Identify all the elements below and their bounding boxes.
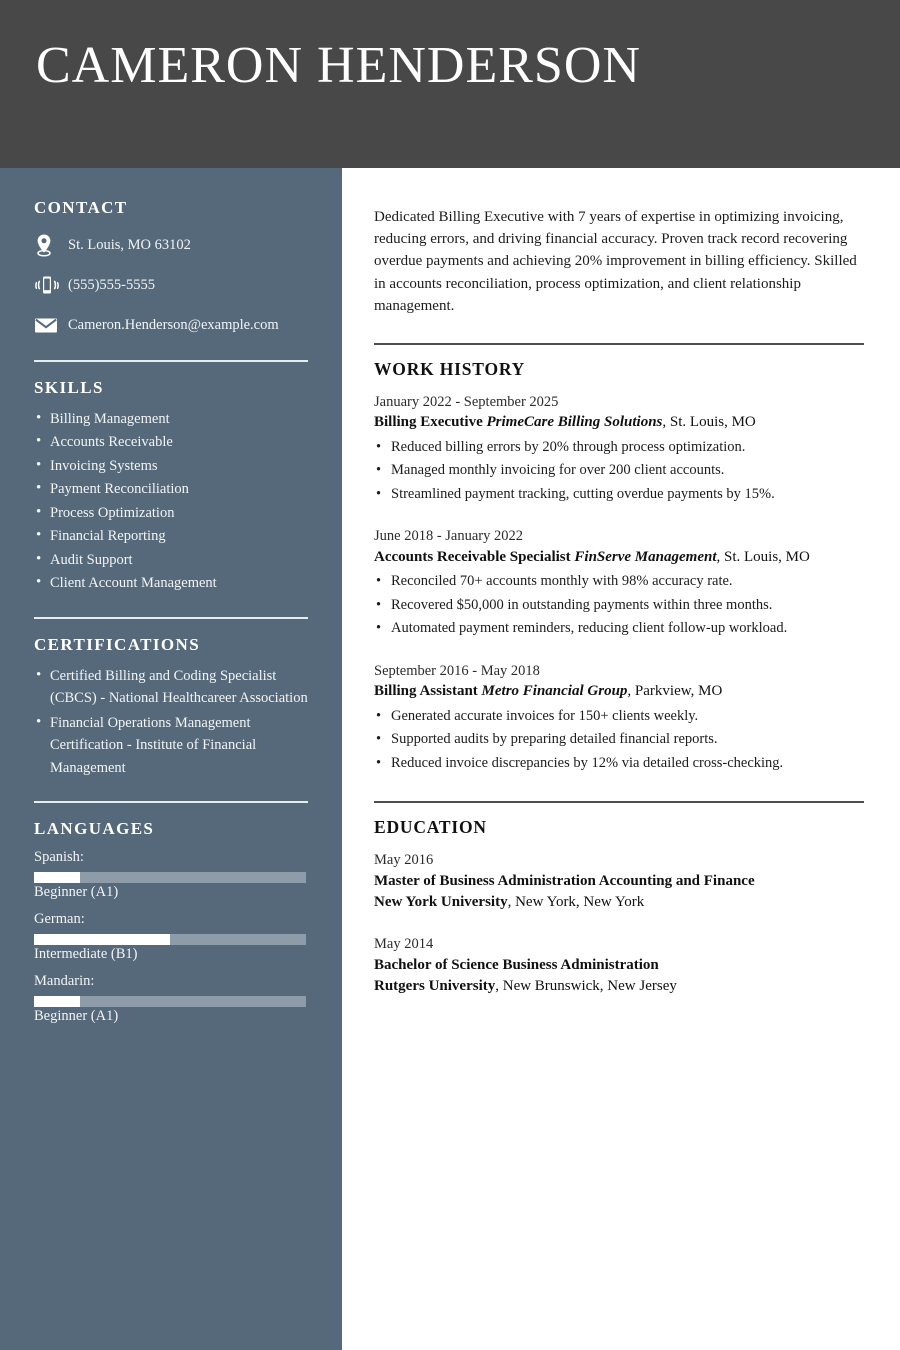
sidebar xyxy=(0,168,342,1350)
work-entry-location: , Parkview, MO xyxy=(627,683,723,700)
list-item: • Recovered $50,000 in outstanding payments within three months. xyxy=(374,594,864,617)
education-school-name: New York University xyxy=(374,894,508,911)
contact-item-location xyxy=(34,232,308,258)
sidebar-divider-2 xyxy=(34,617,308,619)
language-name: German: xyxy=(34,911,85,928)
work-history-section xyxy=(374,359,864,776)
skills-list xyxy=(34,408,308,595)
languages-heading: LANGUAGES xyxy=(34,819,155,839)
certifications-heading: CERTIFICATIONS xyxy=(34,634,201,654)
list-item: • Client Account Management xyxy=(34,572,308,594)
list-item: • Generated accurate invoices for 150+ clients weekly. xyxy=(374,705,864,728)
skills-heading: SKILLS xyxy=(34,378,104,397)
main-column xyxy=(342,168,900,1350)
sidebar-divider-3 xyxy=(34,801,308,803)
work-entry-org: Metro Financial Group xyxy=(481,683,628,700)
education-heading: EDUCATION xyxy=(374,817,487,838)
languages-section xyxy=(34,819,308,1025)
work-entry-bullets xyxy=(374,570,864,640)
work-entry-title xyxy=(374,681,864,703)
work-entry-role: Accounts Receivable Specialist xyxy=(374,548,575,565)
language-item-spanish xyxy=(34,849,308,901)
language-item-german xyxy=(34,911,308,963)
education-section xyxy=(374,817,864,998)
list-item: • Accounts Receivable xyxy=(34,431,308,453)
language-level: Beginner (A1) xyxy=(34,884,119,901)
language-proficiency-bar xyxy=(34,996,306,1007)
work-entry-date: June 2018 - January 2022 xyxy=(374,528,524,545)
education-school-location: , New York, New York xyxy=(507,894,645,911)
work-entry-location: , St. Louis, MO xyxy=(716,548,810,565)
list-item: • Reduced billing errors by 20% through process optimization. xyxy=(374,436,864,459)
language-proficiency-bar xyxy=(34,934,306,945)
language-level: Beginner (A1) xyxy=(34,1008,119,1025)
certifications-section xyxy=(34,635,308,779)
language-proficiency-fill xyxy=(34,934,170,945)
phone-vibrate-icon xyxy=(34,273,68,297)
work-entry xyxy=(374,392,864,507)
resume-header xyxy=(0,0,900,168)
main-divider-1 xyxy=(374,343,864,345)
language-item-mandarin xyxy=(34,973,308,1025)
professional-summary: Dedicated Billing Executive with 7 years of expertise in optimizing invoicing, reducing errors, and driving financial accuracy. Proven track record recovering overdue payments and achieving 20% improvement in billing efficiency. Skilled in accounts reconciliation, process optimization, and client relationship management. xyxy=(374,209,857,314)
education-entry xyxy=(374,850,864,914)
list-item: • Reduced invoice discrepancies by 12% via detailed cross-checking. xyxy=(374,752,864,775)
education-school-name: Rutgers University xyxy=(374,978,496,995)
work-entry xyxy=(374,661,864,776)
language-proficiency-fill xyxy=(34,872,80,883)
main-divider-2 xyxy=(374,801,864,803)
language-proficiency-bar xyxy=(34,872,306,883)
list-item: • Automated payment reminders, reducing client follow-up workload. xyxy=(374,617,864,640)
contact-heading: CONTACT xyxy=(34,198,128,217)
work-history-heading: WORK HISTORY xyxy=(374,358,526,379)
education-entry-date: May 2016 xyxy=(374,852,434,869)
envelope-icon xyxy=(34,316,68,334)
list-item: • Managed monthly invoicing for over 200 client accounts. xyxy=(374,459,864,482)
list-item: • Billing Management xyxy=(34,408,308,430)
language-proficiency-fill xyxy=(34,996,80,1007)
work-entry-role: Billing Executive xyxy=(374,414,487,431)
contact-section xyxy=(34,198,308,338)
list-item: • Payment Reconciliation xyxy=(34,478,308,500)
work-entry-title xyxy=(374,412,864,434)
list-item: • Invoicing Systems xyxy=(34,455,308,477)
work-entry-role: Billing Assistant xyxy=(374,683,482,700)
education-entry-date: May 2014 xyxy=(374,936,434,953)
work-entry-date: January 2022 - September 2025 xyxy=(374,393,559,410)
list-item: • Process Optimization xyxy=(34,502,308,524)
list-item: • Certified Billing and Coding Specialist (CBCS) - National Healthcareer Association xyxy=(34,665,308,710)
education-school-line xyxy=(374,892,864,914)
list-item: • Reconciled 70+ accounts monthly with 98% accuracy rate. xyxy=(374,570,864,593)
education-entry xyxy=(374,934,864,998)
work-entry-location: , St. Louis, MO xyxy=(662,414,756,431)
contact-item-email xyxy=(34,312,308,338)
candidate-name: CAMERON HENDERSON xyxy=(36,37,641,94)
list-item: • Financial Operations Management Certification - Institute of Financial Management xyxy=(34,712,308,779)
work-entry-bullets xyxy=(374,436,864,506)
list-item: • Audit Support xyxy=(34,549,308,571)
education-degree: Bachelor of Science Business Administration xyxy=(374,956,659,973)
work-entry-org: PrimeCare Billing Solutions xyxy=(486,414,663,431)
skills-section xyxy=(34,378,308,595)
language-name: Spanish: xyxy=(34,849,84,866)
contact-phone-text: (555)555-5555 xyxy=(68,276,155,293)
work-entry xyxy=(374,526,864,641)
work-entry-date: September 2016 - May 2018 xyxy=(374,662,540,679)
sidebar-divider-1 xyxy=(34,360,308,362)
work-entry-title xyxy=(374,547,864,569)
contact-email-text: Cameron.Henderson@example.com xyxy=(68,316,279,333)
list-item: • Supported audits by preparing detailed financial reports. xyxy=(374,728,864,751)
certifications-list xyxy=(34,665,308,779)
list-item: • Streamlined payment tracking, cutting overdue payments by 15%. xyxy=(374,483,864,506)
education-degree: Master of Business Administration Accounting and Finance xyxy=(374,872,755,889)
education-school-location: , New Brunswick, New Jersey xyxy=(495,978,677,995)
language-name: Mandarin: xyxy=(34,973,95,990)
location-pin-icon xyxy=(34,233,68,257)
education-school-line xyxy=(374,976,864,998)
work-entry-org: FinServe Management xyxy=(574,548,717,565)
language-level: Intermediate (B1) xyxy=(34,946,138,963)
work-entry-bullets xyxy=(374,705,864,775)
contact-location-text: St. Louis, MO 63102 xyxy=(68,236,191,253)
contact-item-phone xyxy=(34,272,308,298)
list-item: • Financial Reporting xyxy=(34,525,308,547)
